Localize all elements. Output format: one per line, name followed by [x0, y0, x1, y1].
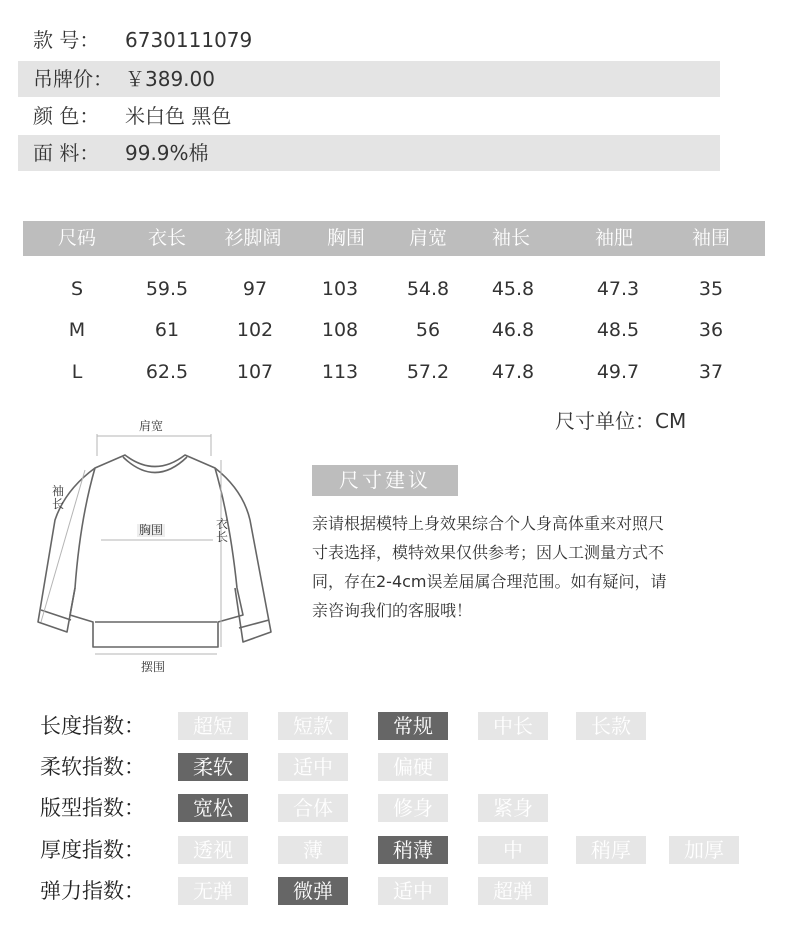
label-length: 衣长 [216, 517, 229, 544]
size-value: 108 [321, 319, 359, 341]
measurement-diagram [25, 410, 290, 680]
info-material [18, 135, 720, 171]
index-option: 超弹 [478, 877, 548, 905]
size-value: 61 [154, 319, 180, 341]
index-option: 中长 [478, 712, 548, 740]
size-value: 36 [698, 319, 724, 341]
size-value: 59.5 [145, 278, 189, 300]
size-value: 56 [415, 319, 441, 341]
index-option: 透视 [178, 836, 248, 864]
size-label: S [70, 278, 84, 300]
label-shoulder: 肩宽 [139, 419, 164, 433]
index-option-selected: 稍薄 [378, 836, 448, 864]
advice-line: 亲咨询我们的客服哦！ [312, 601, 473, 620]
tag-price: ￥389.00 [125, 67, 215, 91]
info-color [18, 98, 720, 134]
index-label: 柔软指数： [40, 755, 145, 779]
header-hem: 衫脚阔 [224, 227, 282, 249]
header-length: 衣长 [147, 227, 187, 249]
color-options: 米白色 黑色 [125, 104, 232, 128]
index-option-selected: 柔软 [178, 753, 248, 781]
size-value: 54.8 [406, 278, 450, 300]
size-value: 45.8 [491, 278, 535, 300]
index-option: 无弹 [178, 877, 248, 905]
index-option: 修身 [378, 794, 448, 822]
size-value: 97 [242, 278, 268, 300]
size-value: 103 [321, 278, 359, 300]
index-label: 长度指数： [40, 714, 145, 738]
header-shoulder: 肩宽 [408, 227, 448, 249]
size-value: 62.5 [145, 361, 189, 383]
index-option: 薄 [278, 836, 348, 864]
index-option-selected: 微弹 [278, 877, 348, 905]
unit-note: 尺寸单位：CM [555, 409, 687, 433]
size-value: 47.8 [491, 361, 535, 383]
index-option-selected: 宽松 [178, 794, 248, 822]
index-option: 适中 [278, 753, 348, 781]
size-value: 47.3 [596, 278, 640, 300]
size-value: 46.8 [491, 319, 535, 341]
index-option: 中 [478, 836, 548, 864]
size-value: 35 [698, 278, 724, 300]
header-sleeve-width: 袖肥 [594, 227, 634, 249]
size-value: 37 [698, 361, 724, 383]
index-option: 长款 [576, 712, 646, 740]
info-label: 颜 色： [33, 104, 100, 128]
index-option: 超短 [178, 712, 248, 740]
info-label: 面 料： [33, 141, 100, 165]
material: 99.9%棉 [125, 141, 209, 165]
index-option: 紧身 [478, 794, 548, 822]
index-label: 版型指数： [40, 796, 145, 820]
size-value: 102 [236, 319, 274, 341]
size-label: M [68, 319, 86, 341]
size-value: 49.7 [596, 361, 640, 383]
index-option: 合体 [278, 794, 348, 822]
index-label: 弹力指数： [40, 879, 145, 903]
style-number: 6730111079 [125, 28, 253, 52]
size-table-header [23, 221, 765, 256]
advice-line: 同，存在2-4cm误差届属合理范围。如有疑问，请 [312, 572, 667, 591]
index-option: 稍厚 [576, 836, 646, 864]
index-option: 偏硬 [378, 753, 448, 781]
index-label: 厚度指数： [40, 838, 145, 862]
index-option-selected: 常规 [378, 712, 448, 740]
advice-line: 亲请根据模特上身效果综合个人身高体重来对照尺 [312, 514, 665, 533]
advice-line: 寸表选择，模特效果仅供参考；因人工测量方式不 [312, 543, 665, 562]
label-hem: 摆围 [141, 660, 166, 674]
index-option: 短款 [278, 712, 348, 740]
info-label: 款 号： [33, 28, 100, 52]
info-label: 吊牌价： [33, 67, 113, 91]
index-option: 加厚 [669, 836, 739, 864]
header-size: 尺码 [57, 227, 97, 249]
index-option: 适中 [378, 877, 448, 905]
size-value: 113 [321, 361, 359, 383]
label-sleeve: 袖长 [52, 484, 65, 511]
header-cuff: 袖围 [691, 227, 731, 249]
sweater-outline-icon [25, 410, 290, 680]
size-value: 48.5 [596, 319, 640, 341]
label-chest: 胸围 [139, 523, 164, 537]
header-sleeve-length: 袖长 [491, 227, 531, 249]
info-style-no [18, 22, 720, 58]
size-value: 57.2 [406, 361, 450, 383]
advice-title: 尺寸建议 [312, 465, 458, 496]
info-tag-price [18, 61, 720, 97]
size-value: 107 [236, 361, 274, 383]
size-label: L [71, 361, 83, 383]
header-chest: 胸围 [326, 227, 366, 249]
